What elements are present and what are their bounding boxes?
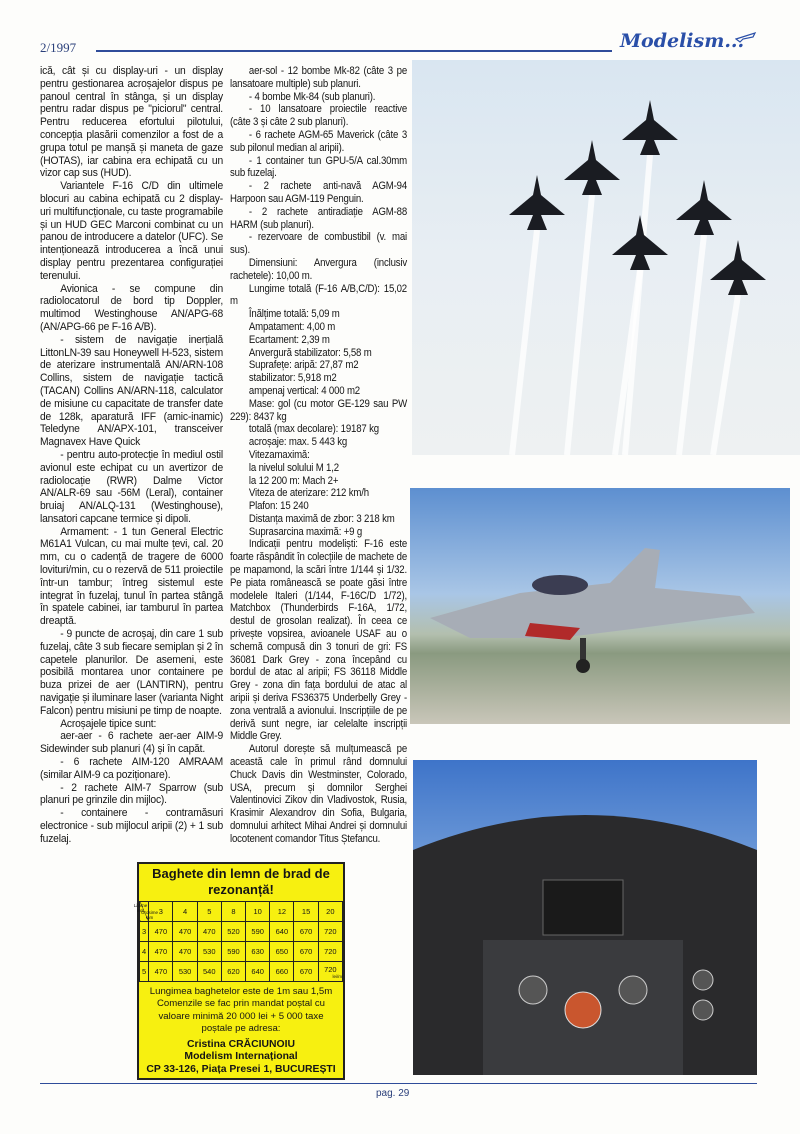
smoke-trail: [512, 230, 537, 455]
article-column-2: [230, 65, 407, 846]
plane-logo-icon: [735, 30, 757, 44]
footer-rule: [40, 1083, 757, 1084]
paragraph: totală (max decolare): 19187 kg: [248, 423, 379, 436]
paragraph: acroșaje: max. 5 443 kg: [248, 436, 348, 449]
paragraph: Înălțime totală: 5,09 m: [248, 308, 340, 321]
table-row: [140, 962, 343, 982]
ad-address: [139, 1039, 343, 1076]
smoke-trail: [567, 195, 592, 455]
paragraph: Lungime totală (F-16 A/B,C/D): 15,02 m: [230, 282, 407, 308]
price-cell: 650: [270, 942, 294, 962]
price-cell: 670: [294, 942, 318, 962]
paragraph: Variantele F-16 C/D din ultimele blocuri au cabina echipată cu 2 display-uri multifuncționale, cu taste programabile și un HUD GEC Marconi combinat cu un panou de introducere a datelor (UFC). Se intenționează introducerea a încă unui display pentru prezentarea configurației terenului.: [40, 180, 223, 282]
price-cell: 720: [318, 942, 342, 962]
paragraph: aer-aer - 6 rachete aer-aer AIM-9 Sidewinder sub planuri (4) și în capăt.: [40, 730, 223, 756]
width-header: 12: [270, 902, 294, 922]
jet-silhouette: [509, 175, 565, 230]
paragraph: Anvergură stabilizator: 5,58 m: [248, 346, 372, 359]
price-cell: 470: [173, 942, 197, 962]
jet-silhouette: [710, 240, 766, 295]
corner-header: [133, 902, 159, 922]
info-line: Comenzile se fac prin mandat poștal cu: [157, 998, 325, 1010]
cockpit-illustration: [413, 760, 757, 1075]
corner-width-label: Lățime mm: [133, 903, 148, 913]
paragraph: Plafon: 15 240: [248, 500, 309, 513]
paragraph: Armament: - 1 tun General Electric M61A1 Vulcan, cu mai multe țevi, cal. 20 mm, cu o cadență de tragere de 6000 lovituri/min, cu o rezervă de 511 proiectile într-un tambur; întreg sistemul este integrat în fuzelaj, tunul în partea stângă în spatele cabinei, iar tamburul în partea dreaptă.: [40, 525, 223, 628]
paragraph: - 2 rachete antiradiație AGM-88 HARM (sub planuri).: [230, 205, 407, 231]
paragraph: Mase: gol (cu motor GE-129 sau PW 229): 8437 kg: [230, 397, 407, 423]
paragraph: - 9 puncte de acroșaj, din care 1 sub fuzelaj, câte 3 sub fiecare semiplan și 2 în capetele planurilor. De asemeni, este posibilă montarea unor containere pe buza prizei de aer (LANTIRN), pentru navigație și iluminare laser (varianta Night Falcon) pentru misiuni pe timp de noapte.: [40, 628, 223, 717]
smoke-trail: [713, 295, 738, 455]
paragraph: stabilizator: 5,918 m2: [248, 372, 337, 385]
photo-f16-on-ground: [410, 488, 790, 724]
paragraph: - 2 rachete anti-navă AGM-94 Harpoon sau AGM-119 Penguin.: [230, 180, 407, 205]
price-cell: 630: [246, 942, 270, 962]
table-row: [140, 942, 343, 962]
price-cell: 590: [221, 942, 245, 962]
unit-label: lei/m: [332, 973, 342, 979]
paragraph: la nivelul solului M 1,2: [248, 461, 339, 474]
address-line: Cristina CRĂCIUNOIU: [187, 1039, 295, 1051]
paragraph: Avionica - se compune din radiolocatorul de bord tip Doppler, multimod Westinghouse AN/APG-68 (AN/APG-66 pe F-16 A/B).: [40, 282, 223, 333]
paragraph: Viteza de aterizare: 212 km/h: [248, 487, 369, 500]
page-number: pag. 29: [376, 1088, 410, 1099]
width-header: 15: [294, 902, 318, 922]
width-header: 5: [197, 902, 221, 922]
paragraph: - 6 rachete AIM-120 AMRAAM (similar AIM-9 ca poziționare).: [40, 756, 223, 781]
issue-number: 2/1997: [40, 40, 77, 55]
magazine-logo: Modelism...: [620, 30, 745, 52]
price-cell: 670: [294, 922, 318, 942]
paragraph: - 6 rachete AGM-65 Maverick (câte 3 sub pilonul median al aripii).: [230, 128, 407, 154]
paragraph: - 1 container tun GPU-5/A cal.30mm sub fuzelaj.: [230, 154, 407, 180]
price-cell: 470: [149, 922, 173, 942]
paragraph: - 4 bombe Mk-84 (sub planuri).: [248, 90, 376, 103]
paragraph: Suprasarcina maximă: +9 g: [248, 525, 363, 538]
price-cell: 470: [149, 962, 173, 982]
width-header: 8: [221, 902, 245, 922]
width-header: 3: [149, 902, 173, 922]
price-cell: 720 lei/m: [318, 962, 342, 982]
jet-silhouette: [612, 215, 668, 270]
price-cell: 470: [149, 942, 173, 962]
price-cell: 530: [197, 942, 221, 962]
paragraph: la 12 200 m: Mach 2+: [248, 474, 339, 487]
price-cell: 670: [294, 962, 318, 982]
photo-thunderbirds-formation: [412, 60, 800, 455]
paragraph: - 10 lansatoare proiectile reactive (câte 3 și câte 2 sub planuri).: [230, 103, 407, 129]
paragraph: Vitezamaximă:: [248, 448, 310, 461]
price-cell: 470: [173, 922, 197, 942]
price-cell: 520: [221, 922, 245, 942]
advertisement-baghete: [133, 862, 345, 1080]
info-line: Lungimea baghetelor este de 1m sau 1,5m: [149, 986, 333, 997]
price-cell: 720: [318, 922, 342, 942]
info-line: valoare minimă 20 000 lei + 5 000 taxe: [158, 1010, 324, 1022]
thickness-cell: 5: [140, 962, 149, 982]
thickness-cell: 3: [140, 922, 149, 942]
paragraph: - sistem de navigație inerțială LittonLN-39 sau Honeywell H-523, sistem de aterizare instrumentală AN/ARN-108 Collins, sistem de navigație tactică (TACAN) Collins AN/ARN-118, calculator de misiune cu capacitate de transfer date de 128k, aparatură IFF (amic-inamic) Teledyne AN/APX-101, transceiver Magnavex Have Quick: [40, 333, 223, 449]
price-cell: 640: [270, 922, 294, 942]
paragraph: ică, cât și cu display-uri - un display pentru gestionarea acroșajelor dispus pe panoul central în stânga, și un display pentru radar dispus pe "piciorul" central. Pentru reducerea efortului pilotului, concepția plasării comenzilor a fost de a grupa totul pe manșă și maneta de gaze (HOTAS), iar cabina era echipată cu un vizor cap sus (HUD).: [40, 65, 223, 180]
paragraph: Ecartament: 2,39 m: [248, 333, 330, 346]
article-column-1: [40, 65, 223, 846]
price-cell: 530: [173, 962, 197, 982]
paragraph: - rezervoare de combustibil (v. mai sus).: [230, 231, 407, 257]
paragraph: aer-sol - 12 bombe Mk-82 (câte 3 pe lansatoare multiple) sub planuri.: [230, 65, 407, 90]
paragraph: Acroșajele tipice sunt:: [60, 717, 157, 730]
price-cell: 660: [270, 962, 294, 982]
address-line: Modelism Internațional: [184, 1051, 298, 1063]
price-cell: 620: [221, 962, 245, 982]
ad-info-text: [139, 986, 343, 1035]
paragraph: Autorul dorește să mulțumească pe această cale în primul rând domnului Chuck Davis din Westminster, Colorado, USA, precum și domnilor Serghei Valentinovici Zikov din Vladivostok, Rusia, Krasimir Alexandrov din Sofia, Bulgaria, domnului arhitect Mihai Andrei și domnului locotenent comandor Titus Ștefancu.: [230, 743, 407, 845]
width-header: 20: [318, 902, 342, 922]
price-table: [133, 901, 343, 982]
jet-silhouette: [622, 100, 678, 155]
paragraph: Ampatament: 4,00 m: [248, 320, 336, 333]
paragraph: - containere - contramăsuri electronice - sub mijlocul aripii (2) + 1 sub fuzelaj.: [40, 807, 223, 845]
width-header: 4: [173, 902, 197, 922]
price-cell: 470: [197, 922, 221, 942]
jet-silhouette: [676, 180, 732, 235]
paragraph: Suprafețe: aripă: 27,87 m2: [248, 359, 359, 372]
jets-formation-illustration: [412, 60, 800, 455]
table-row: [140, 922, 343, 942]
info-line: poștale pe adresa:: [201, 1022, 281, 1034]
width-header: 10: [246, 902, 270, 922]
header-rule: [96, 50, 612, 52]
price-cell: 640: [246, 962, 270, 982]
paragraph: Indicații pentru modeliști: F-16 este foarte răspândit în colecțiile de machete de pe mapamond, la scări între 1/144 și 1/32. Pe piata românească se poate găsi între modelele Italeri (1/144, F-16C/D 1/72), Matchbox (Thunderbirds F-16A, 1/72, destul de grosolan realizat). În ceea ce privește vopsirea, avioanele USAF au o schemă compusă din 3 tonuri de gri: FS 36081 Dark Grey - zona începând cu bordul de atac al aripii; FS 36118 Middle Grey - zona din fața bordului de atac al aripii și deriva FS36375 Underbelly Grey - zona ventrală a avionului. Inscripțiile de pe derivă sunt negre, iar celelalte inscripții Middle Grey.: [230, 538, 407, 743]
smoke-trail: [679, 235, 704, 455]
paragraph: - pentru auto-protecție în mediul ostil avionul este echipat cu un avertizor de radiolocație (RWR) Dalme Victor AN/ALR-69 sau -56M (Leral), container bruiaj AN/ALQ-131 (Westinghouse), lansatori capcane termice și dipoli.: [40, 448, 223, 525]
paragraph: - 2 rachete AIM-7 Sparrow (sub planuri pe grinzile din mijloc).: [40, 781, 223, 807]
photo-f16-cockpit: [413, 760, 757, 1075]
f16-ground-illustration: [410, 488, 790, 724]
paragraph: Dimensiuni: Anvergura (inclusiv rachetele): 10,00 m.: [230, 256, 407, 282]
price-cell: 590: [246, 922, 270, 942]
ad-title: Baghete din lemn de brad de rezonanță!: [152, 866, 330, 897]
paragraph: Distanța maximă de zbor: 3 218 km: [248, 512, 395, 525]
smoke-trail: [625, 155, 650, 455]
jet-silhouette: [564, 140, 620, 195]
corner-thickness-label: Grosime mm: [141, 910, 159, 920]
price-cell: 540: [197, 962, 221, 982]
table-header-row: [140, 902, 343, 922]
address-line: CP 33-126, Piața Presei 1, BUCUREȘTI: [146, 1063, 336, 1075]
thickness-cell: 4: [140, 942, 149, 962]
paragraph: ampenaj vertical: 4 000 m2: [248, 384, 360, 397]
